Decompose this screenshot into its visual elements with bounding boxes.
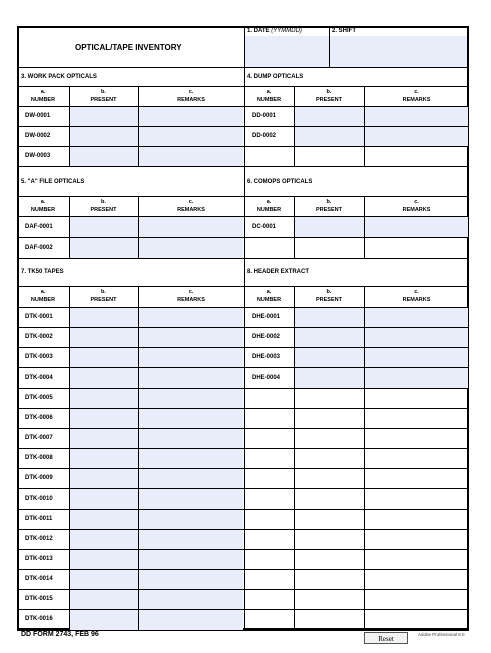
form-number: DD FORM 2743, FEB 96 bbox=[21, 631, 99, 638]
form-title: OPTICAL/TAPE INVENTORY bbox=[75, 43, 182, 52]
row-rule bbox=[244, 468, 469, 469]
item-number: DTK-0011 bbox=[25, 515, 53, 522]
column-header-c: c. REMARKS bbox=[177, 89, 205, 103]
present-field[interactable] bbox=[70, 610, 138, 629]
row-rule bbox=[244, 388, 469, 389]
remarks-field[interactable] bbox=[139, 489, 243, 508]
item-number: DTK-0010 bbox=[25, 495, 53, 502]
item-number: DTK-0014 bbox=[25, 576, 53, 583]
remarks-field[interactable] bbox=[365, 348, 468, 367]
column-header-b: b. PRESENT bbox=[90, 199, 117, 213]
item-number: DTK-0015 bbox=[25, 596, 53, 603]
row-rule bbox=[244, 589, 469, 590]
column-header-a: a. NUMBER bbox=[256, 89, 282, 103]
present-field[interactable] bbox=[295, 217, 364, 237]
remarks-field[interactable] bbox=[139, 610, 243, 629]
item-number: DTK-0006 bbox=[25, 414, 53, 421]
column-header-b: b. PRESENT bbox=[90, 89, 117, 103]
item-number: DW-0002 bbox=[25, 133, 51, 139]
row-rule bbox=[244, 166, 469, 167]
column-header-c: c. REMARKS bbox=[177, 199, 205, 213]
row-rule bbox=[244, 428, 469, 429]
section-rule bbox=[244, 86, 469, 87]
present-field[interactable] bbox=[295, 368, 364, 387]
present-field[interactable] bbox=[70, 217, 138, 237]
present-field[interactable] bbox=[70, 389, 138, 408]
remarks-field[interactable] bbox=[139, 510, 243, 529]
section-rule bbox=[17, 196, 244, 197]
section-rule bbox=[244, 286, 469, 287]
column-header-c: c. REMARKS bbox=[402, 289, 431, 303]
present-field[interactable] bbox=[70, 107, 138, 126]
row-rule bbox=[244, 529, 469, 530]
remarks-field[interactable] bbox=[139, 530, 243, 549]
item-number: DW-0003 bbox=[25, 153, 51, 159]
row-rule bbox=[17, 258, 244, 259]
header-bottom-line bbox=[17, 67, 469, 68]
remarks-field[interactable] bbox=[139, 368, 243, 387]
item-number: DTK-0009 bbox=[25, 475, 53, 482]
present-field[interactable] bbox=[70, 368, 138, 387]
present-field[interactable] bbox=[295, 107, 364, 126]
remarks-field[interactable] bbox=[365, 308, 468, 327]
column-header-a: a. NUMBER bbox=[256, 289, 282, 303]
column-header-b: b. PRESENT bbox=[316, 89, 342, 103]
item-number: DTK-0008 bbox=[25, 455, 53, 462]
item-number: DAF-0001 bbox=[25, 223, 53, 230]
item-number: DTK-0012 bbox=[25, 535, 53, 542]
column-header-a: a. NUMBER bbox=[30, 89, 56, 103]
section-title-comops: 6. COMOPS OPTICALS bbox=[247, 179, 313, 185]
section-title-tk50: 7. TK50 TAPES bbox=[21, 269, 64, 275]
remarks-field[interactable] bbox=[139, 107, 243, 126]
present-field[interactable] bbox=[70, 328, 138, 347]
remarks-field[interactable] bbox=[139, 389, 243, 408]
remarks-field[interactable] bbox=[139, 590, 243, 609]
column-header-c: c. REMARKS bbox=[402, 89, 431, 103]
remarks-field[interactable] bbox=[365, 107, 468, 126]
column-header-b: b. PRESENT bbox=[90, 289, 117, 303]
remarks-field[interactable] bbox=[139, 469, 243, 488]
row-rule bbox=[244, 488, 469, 489]
column-header-a: a. NUMBER bbox=[30, 289, 56, 303]
row-rule bbox=[244, 408, 469, 409]
item-number: DTK-0005 bbox=[25, 394, 53, 401]
shift-label: 2. SHIFT bbox=[332, 28, 357, 34]
item-number: DTK-0002 bbox=[25, 334, 53, 341]
present-field[interactable] bbox=[70, 409, 138, 428]
remarks-field[interactable] bbox=[139, 308, 243, 327]
row-rule bbox=[244, 549, 469, 550]
remarks-field[interactable] bbox=[139, 147, 243, 166]
item-number: DHE-0002 bbox=[252, 334, 281, 341]
item-number: DC-0001 bbox=[252, 223, 277, 230]
present-field[interactable] bbox=[70, 530, 138, 549]
column-header-c: c. REMARKS bbox=[402, 199, 431, 213]
column-header-a: a. NUMBER bbox=[256, 199, 282, 213]
present-field[interactable] bbox=[70, 348, 138, 367]
present-field[interactable] bbox=[70, 238, 138, 258]
row-rule bbox=[244, 237, 469, 238]
column-header-b: b. PRESENT bbox=[316, 199, 342, 213]
present-field[interactable] bbox=[295, 328, 364, 347]
item-number: DD-0002 bbox=[252, 133, 277, 139]
remarks-field[interactable] bbox=[365, 127, 468, 146]
section-rule bbox=[17, 286, 244, 287]
present-field[interactable] bbox=[70, 550, 138, 569]
item-number: DTK-0004 bbox=[25, 374, 53, 381]
section-title-dump: 4. DUMP OPTICALS bbox=[247, 74, 304, 80]
remarks-field[interactable] bbox=[365, 217, 468, 237]
row-rule bbox=[244, 448, 469, 449]
date-label: 1. DATE (YYMMDD) bbox=[247, 28, 302, 34]
present-field[interactable] bbox=[70, 127, 138, 146]
present-field[interactable] bbox=[295, 308, 364, 327]
present-field[interactable] bbox=[295, 127, 364, 146]
section-rule bbox=[244, 196, 469, 197]
row-rule bbox=[244, 609, 469, 610]
item-number: DAF-0002 bbox=[25, 244, 53, 251]
column-header-a: a. NUMBER bbox=[30, 199, 56, 213]
item-number: DW-0001 bbox=[25, 113, 51, 119]
present-field[interactable] bbox=[70, 147, 138, 166]
section-rule bbox=[17, 86, 244, 87]
remarks-field[interactable] bbox=[139, 429, 243, 448]
item-number: DTK-0007 bbox=[25, 435, 53, 442]
item-number: DTK-0003 bbox=[25, 354, 53, 361]
adobe-note: Adobe Professional 8.0 bbox=[418, 632, 465, 637]
section-title-a-file: 5. "A" FILE OPTICALS bbox=[21, 179, 85, 185]
shift-field[interactable] bbox=[330, 36, 467, 67]
present-field[interactable] bbox=[70, 570, 138, 589]
item-number: DTK-0013 bbox=[25, 555, 53, 562]
remarks-field[interactable] bbox=[365, 328, 468, 347]
item-number: DTK-0016 bbox=[25, 616, 53, 623]
remarks-field[interactable] bbox=[139, 449, 243, 468]
remarks-field[interactable] bbox=[139, 570, 243, 589]
present-field[interactable] bbox=[70, 590, 138, 609]
row-rule bbox=[17, 166, 244, 167]
row-rule bbox=[244, 146, 469, 147]
remarks-field[interactable] bbox=[139, 328, 243, 347]
section-title-work-pack: 3. WORK PACK OPTICALS bbox=[21, 74, 97, 80]
present-field[interactable] bbox=[70, 469, 138, 488]
present-field[interactable] bbox=[70, 510, 138, 529]
row-rule bbox=[244, 258, 469, 259]
remarks-field[interactable] bbox=[139, 217, 243, 237]
row-rule bbox=[244, 630, 469, 631]
remarks-field[interactable] bbox=[365, 368, 468, 387]
date-field[interactable] bbox=[245, 36, 329, 67]
column-header-b: b. PRESENT bbox=[316, 289, 342, 303]
row-rule bbox=[244, 509, 469, 510]
remarks-field[interactable] bbox=[139, 238, 243, 258]
present-field[interactable] bbox=[70, 489, 138, 508]
row-rule bbox=[244, 569, 469, 570]
item-number: DHE-0004 bbox=[252, 374, 281, 381]
item-number: DHE-0001 bbox=[252, 314, 281, 321]
item-number: DD-0001 bbox=[252, 113, 277, 119]
remarks-field[interactable] bbox=[139, 348, 243, 367]
present-field[interactable] bbox=[295, 348, 364, 367]
remarks-field[interactable] bbox=[139, 409, 243, 428]
present-field[interactable] bbox=[70, 449, 138, 468]
reset-button[interactable]: Reset bbox=[364, 632, 408, 644]
remarks-field[interactable] bbox=[139, 127, 243, 146]
item-number: DTK-0001 bbox=[25, 314, 53, 321]
item-number: DHE-0003 bbox=[252, 354, 281, 361]
present-field[interactable] bbox=[70, 429, 138, 448]
present-field[interactable] bbox=[70, 308, 138, 327]
section-title-header-extract: 8. HEADER EXTRACT bbox=[247, 269, 310, 275]
column-header-c: c. REMARKS bbox=[177, 289, 205, 303]
remarks-field[interactable] bbox=[139, 550, 243, 569]
